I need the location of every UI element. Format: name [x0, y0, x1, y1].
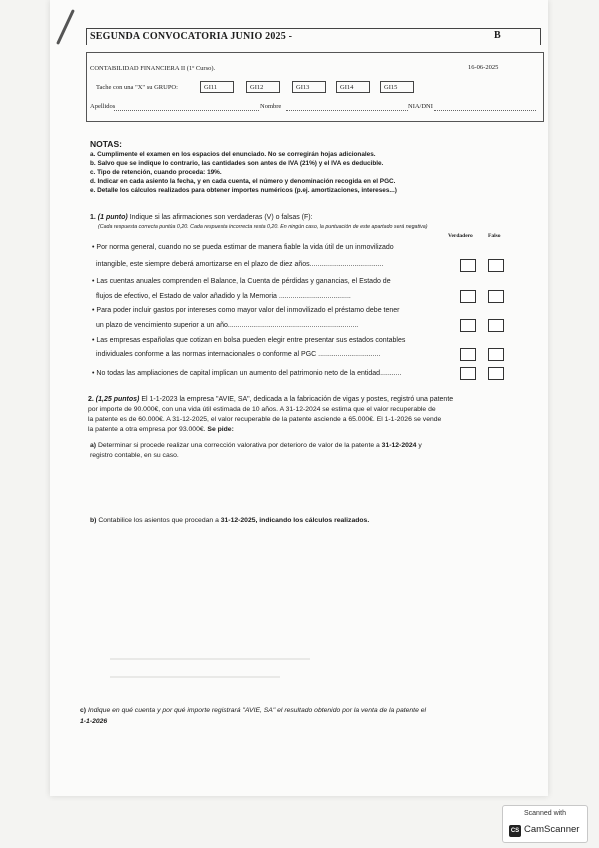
statement-3-line-2: un plazo de vencimiento superior a un año................................................................... — [96, 322, 359, 329]
q2-number: 2. — [88, 396, 94, 403]
q2b — [90, 517, 369, 524]
group-box-gi14[interactable]: GI14 — [336, 81, 370, 93]
group-prompt: Tache con una "X" su GRUPO: — [96, 84, 178, 91]
q2c-date: 1-1-2026 — [80, 718, 108, 725]
statement-4-true-checkbox[interactable] — [460, 348, 476, 361]
id-label: NIA/DNI — [408, 103, 433, 110]
statement-2-true-checkbox[interactable] — [460, 290, 476, 303]
q2-ask: Se pide: — [207, 426, 234, 433]
q2c-line-1 — [80, 707, 426, 714]
false-header: Falso — [488, 233, 501, 239]
group-box-gi13[interactable]: GI13 — [292, 81, 326, 93]
q1-prompt: Indique si las afirmaciones son verdaderas (V) o falsas (F): — [129, 214, 313, 221]
q2a-line-2: registro contable, en su caso. — [90, 452, 179, 459]
q2-statement-line-2: por importe de 90.000€, con una vida útil estimada de 10 años. A 31-12-2024 se estima que el valor recuperable de — [88, 406, 436, 413]
scanner-brand: CamScanner — [524, 824, 580, 835]
group-box-gi12[interactable]: GI12 — [246, 81, 280, 93]
statement-3-line-1: • Para poder incluir gastos por intereses como mayor valor del inmovilizado el préstamo debe tener — [92, 307, 400, 314]
q2b-bold: 31-12-2025, indicando los cálculos realizados. — [220, 517, 370, 524]
statement-1-false-checkbox[interactable] — [488, 259, 504, 272]
note-d: d. Indicar en cada asiento la fecha, y en cada cuenta, el número y denominación recogida en el PGC. — [90, 178, 396, 185]
surname-field[interactable] — [114, 110, 259, 111]
statement-5-line-1: • No todas las ampliaciones de capital implican un aumento del patrimonio neto de la entidad........... — [92, 370, 402, 377]
statement-1-line-1: • Por norma general, cuando no se pueda estimar de manera fiable la vida útil de un inmovilizado — [92, 244, 394, 251]
q2a-line-1 — [90, 442, 422, 449]
statement-3-false-checkbox[interactable] — [488, 319, 504, 332]
q2a-text: Determinar si procede realizar una corrección valorativa por deterioro de valor de la patente a — [97, 442, 380, 449]
statement-2-line-2: flujos de efectivo, el Estado de valor añadido y la Memoria ..................................... — [96, 293, 351, 300]
q2-points: (1,25 puntos) — [95, 396, 140, 403]
q1-number: 1. — [90, 214, 96, 221]
scanner-caption: Scanned with — [523, 810, 567, 817]
exam-page — [50, 0, 548, 796]
q2-statement-line-4-text: la patente a otra empresa por 93.000€. — [88, 426, 206, 433]
id-field[interactable] — [434, 110, 536, 111]
q2c-text: Indique en qué cuenta y por qué importe registrará "AVIE, SA" el resultado obtenido por la venta de la patente el — [87, 707, 427, 714]
q1-scoring: (Cada respuesta correcta puntúa 0,20. Cada respuesta incorrecta resta 0,20. En ningún caso, la puntuación de este apartado será negativa) — [98, 224, 428, 230]
exam-model-letter: B — [494, 30, 501, 41]
note-c: c. Tipo de retención, cuando proceda: 19%. — [90, 169, 222, 176]
subject-label: CONTABILIDAD FINANCIERA II (1º Curso). — [90, 65, 216, 72]
statement-4-line-2: individuales conforme a las normas internacionales o conforme al PGC ................................ — [96, 351, 381, 358]
statement-1-true-checkbox[interactable] — [460, 259, 476, 272]
statement-2-line-1: • Las cuentas anuales comprenden el Balance, la Cuenta de pérdidas y ganancias, el Estado de — [92, 278, 391, 285]
q2c-label: c) — [80, 707, 87, 714]
q2-line-1 — [88, 396, 453, 403]
q2a-label: a) — [90, 442, 97, 449]
statement-3-true-checkbox[interactable] — [460, 319, 476, 332]
true-header: Verdadero — [448, 233, 473, 239]
group-box-gi11[interactable]: GI11 — [200, 81, 234, 93]
name-label: Nombre — [260, 103, 282, 110]
statement-5-true-checkbox[interactable] — [460, 367, 476, 380]
q2b-text: Contabilice los asientos que procedan a — [98, 517, 219, 524]
q2-statement-line-4 — [88, 426, 234, 433]
statement-4-line-1: • Las empresas españolas que cotizan en bolsa pueden elegir entre presentar sus estados contables — [92, 337, 406, 344]
q2a-and: y — [418, 442, 422, 449]
camscanner-logo-icon: CS — [509, 825, 521, 837]
q2-statement-line-3: la patente es de 60.000€. A 31-12-2025, el valor recuperable de la patente asciende a 65.000€. El 1-1-2026 se vende — [88, 416, 442, 423]
q1-header — [90, 214, 313, 221]
statement-5-false-checkbox[interactable] — [488, 367, 504, 380]
q1-points: (1 punto) — [97, 214, 128, 221]
notes-title: NOTAS: — [90, 139, 122, 149]
q2-statement-line-1: El 1-1-2023 la empresa "AVIE, SA", dedicada a la fabricación de vigas y postes, registró una patente — [141, 396, 454, 403]
surname-label: Apellidos — [90, 103, 116, 110]
statement-1-line-2: intangible, este siempre deberá amortizarse en el plazo de diez años...................................... — [96, 261, 384, 268]
camscanner-badge — [502, 805, 588, 843]
q2a-date: 31-12-2024 — [381, 442, 417, 449]
pencil-mark — [56, 9, 75, 45]
note-a: a. Cumplimente el examen en los espacios del enunciado. No se corregirán hojas adicionales. — [90, 151, 376, 158]
name-field[interactable] — [286, 110, 408, 111]
group-box-gi15[interactable]: GI15 — [380, 81, 414, 93]
note-e: e. Detalle los cálculos realizados para obtener importes numéricos (p.ej. amortizaciones, intereses...) — [90, 187, 397, 194]
statement-4-false-checkbox[interactable] — [488, 348, 504, 361]
note-b: b. Salvo que se indique lo contrario, las cantidades son antes de IVA (21%) y el IVA es deducible. — [90, 160, 384, 167]
q2b-label: b) — [90, 517, 97, 524]
statement-2-false-checkbox[interactable] — [488, 290, 504, 303]
exam-date: 16-06-2025 — [468, 64, 499, 71]
exam-title: SEGUNDA CONVOCATORIA JUNIO 2025 - — [90, 31, 293, 42]
